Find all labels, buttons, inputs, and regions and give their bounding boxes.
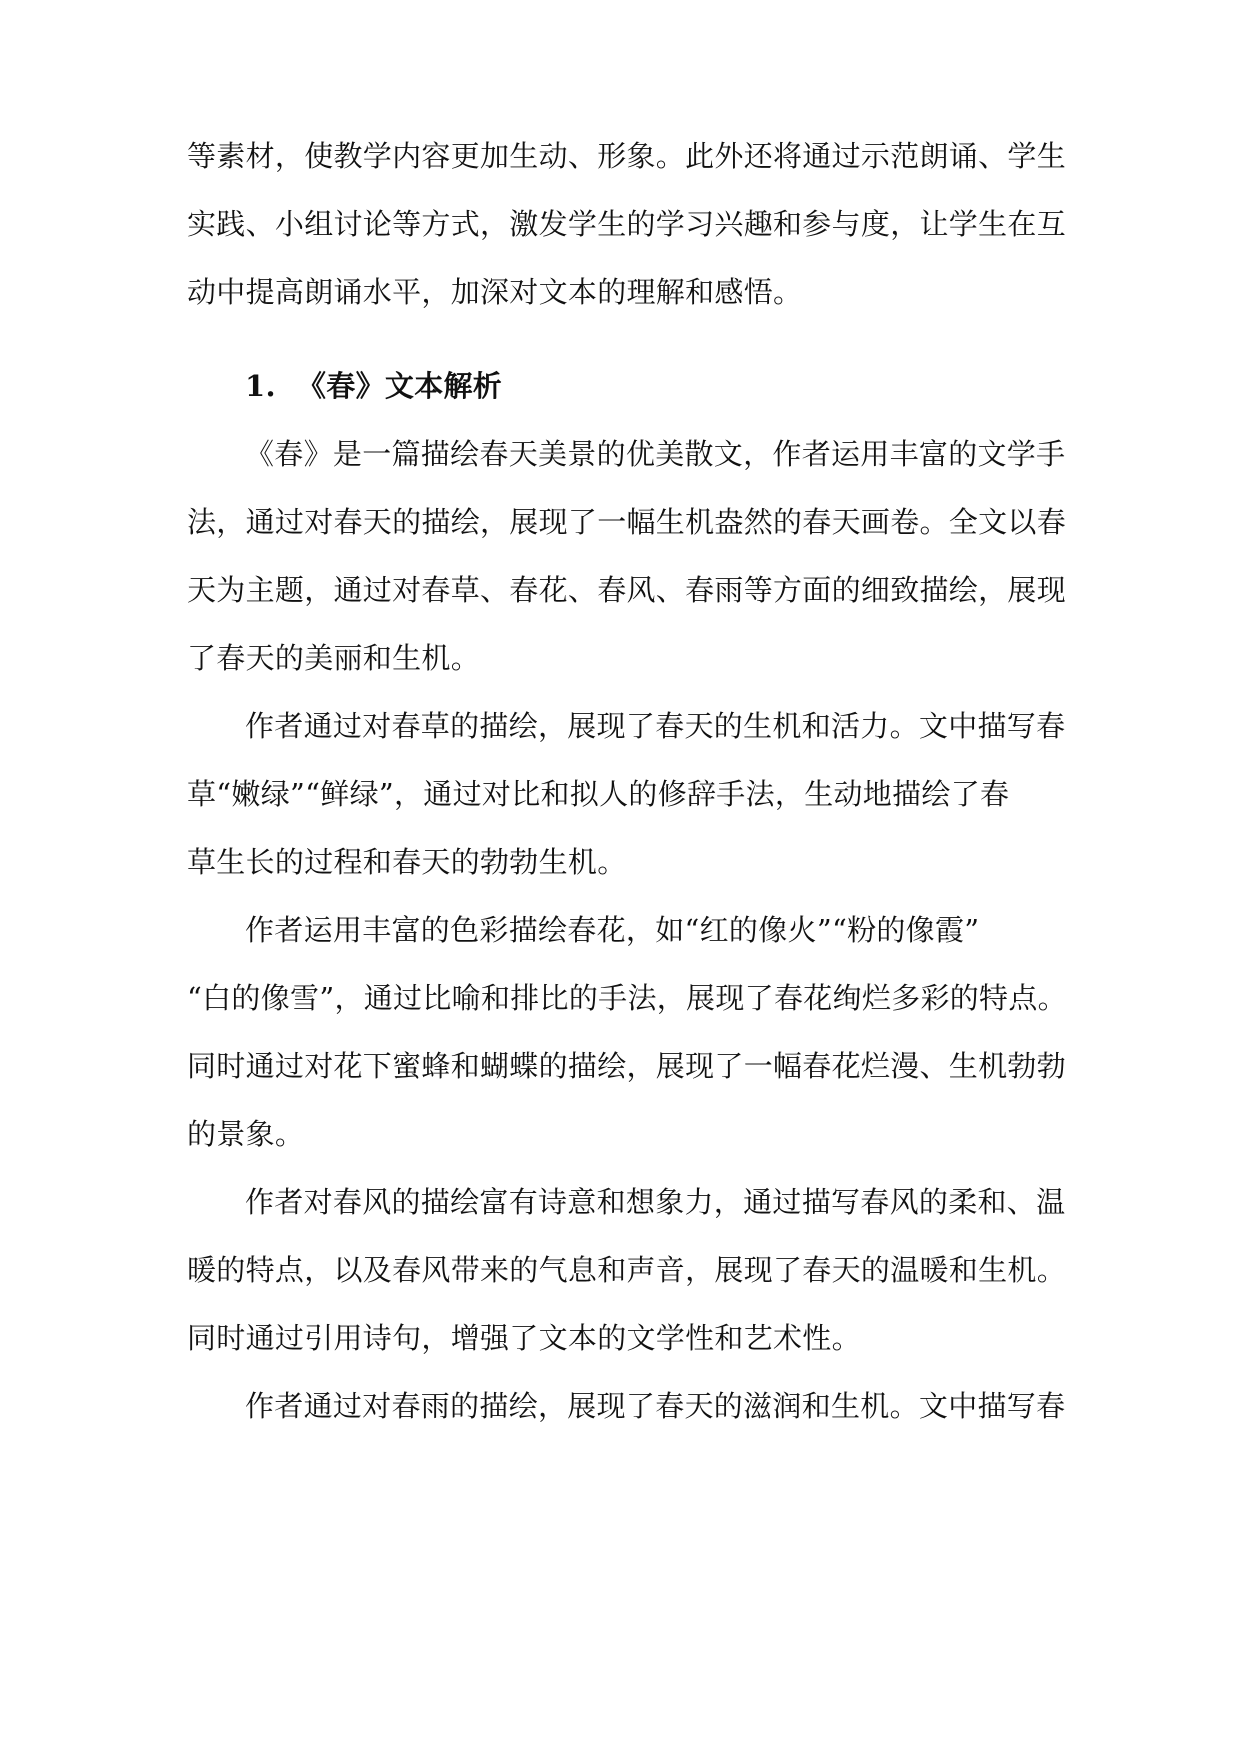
intro-line-3: 动中提高朗诵水平，加深对文本的理解和感悟。: [187, 275, 803, 309]
paragraph-2-line-2: 草“嫩绿”“鲜绿”，通过对比和拟人的修辞手法，生动地描绘了春: [187, 777, 1010, 811]
section-title: 《春》文本解析: [297, 369, 503, 403]
paragraph-1-line-3: 天为主题，通过对春草、春花、春风、春雨等方面的细致描绘，展现: [187, 573, 1067, 607]
paragraph-4-line-1: 作者对春风的描绘富有诗意和想象力，通过描写春风的柔和、温: [245, 1185, 1066, 1219]
paragraph-3-line-2: “白的像雪”，通过比喻和排比的手法，展现了春花绚烂多彩的特点。: [187, 981, 1067, 1015]
paragraph-1-line-1: 《春》是一篇描绘春天美景的优美散文，作者运用丰富的文学手: [245, 437, 1066, 471]
paragraph-1-line-2: 法，通过对春天的描绘，展现了一幅生机盎然的春天画卷。全文以春: [187, 505, 1067, 539]
paragraph-4-line-3: 同时通过引用诗句，增强了文本的文学性和艺术性。: [187, 1321, 861, 1355]
paragraph-2-line-3: 草生长的过程和春天的勃勃生机。: [187, 845, 627, 879]
paragraph-3-line-4: 的景象。: [187, 1117, 305, 1151]
intro-line-2: 实践、小组讨论等方式，激发学生的学习兴趣和参与度，让学生在互: [187, 207, 1067, 241]
intro-line-1: 等素材，使教学内容更加生动、形象。此外还将通过示范朗诵、学生: [187, 139, 1067, 173]
paragraph-2-line-1: 作者通过对春草的描绘，展现了春天的生机和活力。文中描写春: [245, 709, 1066, 743]
paragraph-5-line-1: 作者通过对春雨的描绘，展现了春天的滋润和生机。文中描写春: [245, 1389, 1066, 1423]
paragraph-1-line-4: 了春天的美丽和生机。: [187, 641, 481, 675]
section-heading: [245, 366, 1115, 406]
paragraph-3-line-1: 作者运用丰富的色彩描绘春花，如“红的像火”“粉的像霞”: [245, 913, 980, 947]
paragraph-4-line-2: 暖的特点，以及春风带来的气息和声音，展现了春天的温暖和生机。: [187, 1253, 1067, 1287]
section-number: 1.: [245, 369, 276, 403]
paragraph-3-line-3: 同时通过对花下蜜蜂和蝴蝶的描绘，展现了一幅春花烂漫、生机勃勃: [187, 1049, 1067, 1083]
